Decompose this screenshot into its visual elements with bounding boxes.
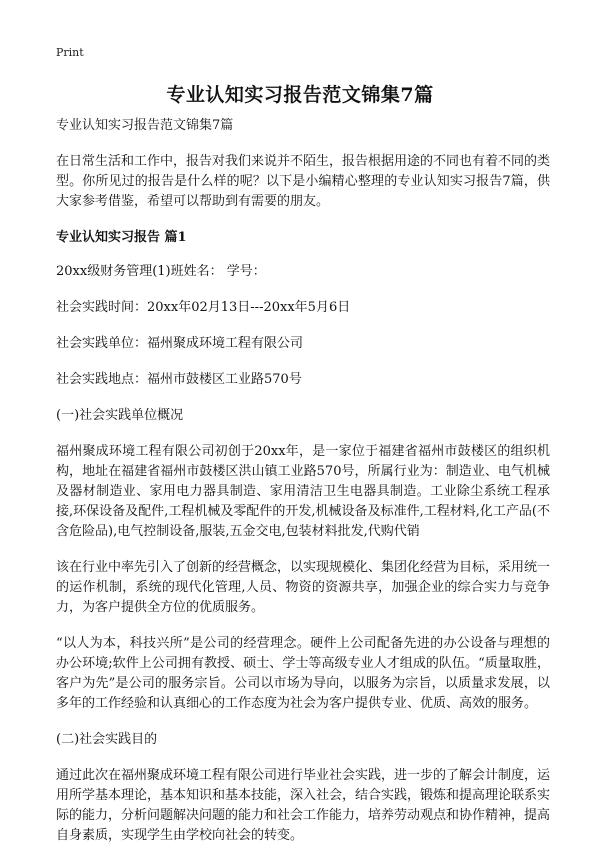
practice-time-paragraph: 社会实践时间：20xx年02月13日---20xx年5月6日 bbox=[56, 300, 351, 315]
class-info-paragraph: 20xx级财务管理(1)班姓名： 学号： bbox=[56, 264, 266, 279]
section1-heading: (一)社会实践单位概况 bbox=[56, 408, 184, 423]
philosophy-paragraph: “以人为本，科技兴所”是公司的经营理念。硬件上公司配备先进的办公设备与理想的办公环境;软件上公司拥有教授、硕士、学士等高级专业人才组成的队伍。“质量取胜，客户为先”是公司的服务宗旨。公司以市场为导向，以服务为宗旨，以质量求发展，以多年的工作经验和认真细心的工作态度为社会为客户提供专业、优质、高效的服务。 bbox=[56, 636, 550, 711]
print-link[interactable]: Print bbox=[56, 46, 84, 59]
intro-paragraph: 在日常生活和工作中，报告对我们来说并不陌生，报告根据用途的不同也有着不同的类型。你所见过的报告是什么样的呢？以下是小编精心整理的专业认知实习报告7篇，供大家参考借鉴，希望可以帮助到有需要的朋友。 bbox=[56, 154, 551, 209]
practice-unit-paragraph: 社会实践单位：福州聚成环境工程有限公司 bbox=[56, 336, 304, 351]
document-title: 专业认知实习报告范文锦集7篇 bbox=[166, 84, 434, 106]
company-paragraph: 福州聚成环境工程有限公司初创于20xx年，是一家位于福建省福州市鼓楼区的组织机构，地址在福建省福州市鼓楼区洪山镇工业路570号，所属行业为：制造业、电气机械及器材制造业、家用电力器具制造、家用清洁卫生电器具制造。工业除尘系统工程承接,环保设备及配件,工程机械及零配件的开发,机械设备及标准件,工程材料,化工产品(不含危险品),电气控制设备,服装,五金交电,包装材料批发,代购代销 bbox=[56, 444, 550, 539]
document-body bbox=[56, 116, 550, 862]
practice-location-paragraph: 社会实践地点：福州市鼓楼区工业路570号 bbox=[56, 372, 302, 387]
innovation-paragraph: 该在行业中率先引入了创新的经营概念，以实现规模化、集团化经营为目标，采用统一的运作机制，系统的现代化管理,人员、物资的资源共享，加强企业的综合实力与竞争力，为客户提供全方位的优质服务。 bbox=[56, 560, 551, 615]
section-heading-1: 专业认知实习报告 篇1 bbox=[56, 230, 187, 245]
subtitle-paragraph: 专业认知实习报告范文锦集7篇 bbox=[56, 118, 234, 133]
purpose-paragraph: 通过此次在福州聚成环境工程有限公司进行毕业社会实践，进一步的了解会计制度，运用所学基本理论，基本知识和基本技能，深入社会，结合实践，锻炼和提高理论联系实际的能力，分析问题解决问题的能力和社会工作能力，培养劳动观点和协作精神，提高自身素质，实现学生由学校向社会的转变。 bbox=[56, 768, 551, 843]
section2-heading: (二)社会实践目的 bbox=[56, 732, 158, 747]
